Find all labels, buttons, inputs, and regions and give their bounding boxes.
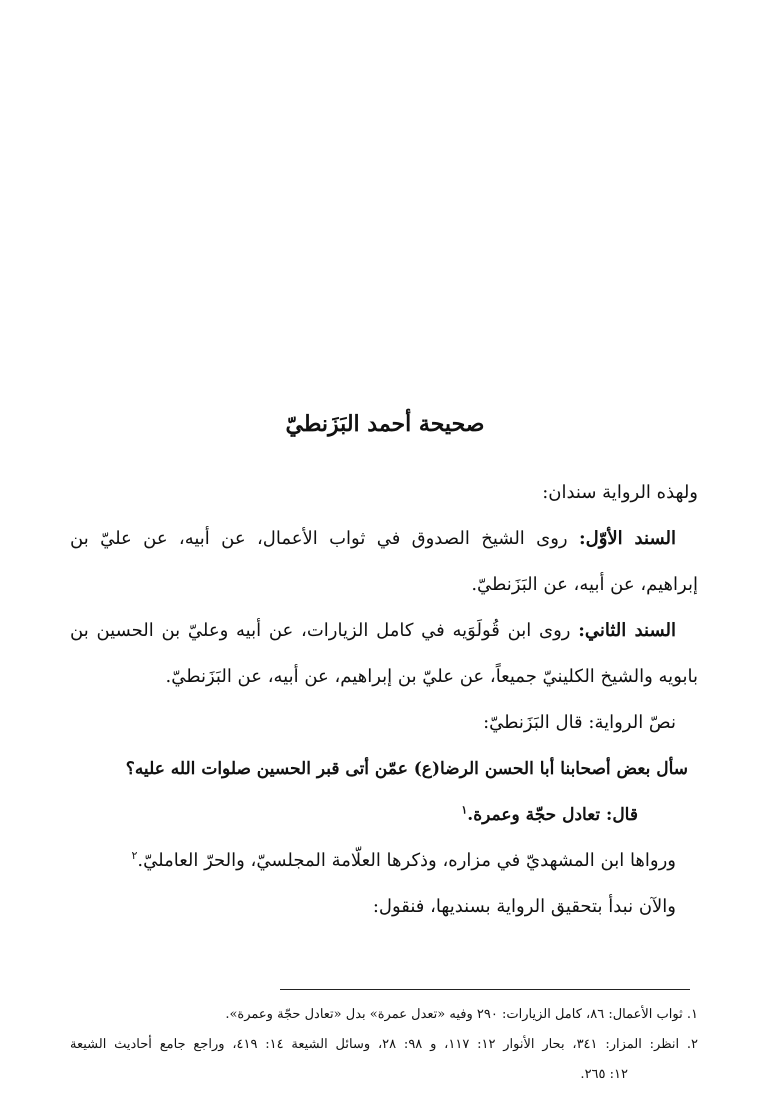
answer-text: قال: تعادل حجّة وعمرة. [467, 805, 638, 825]
footnote-1 [70, 1000, 698, 1030]
page-title: صحيحة أحمد البَزَنطيّ [285, 411, 485, 437]
sanad2-line2 [70, 654, 698, 700]
sanad1-line2 [70, 562, 698, 608]
intro-line [70, 470, 698, 516]
rawaha-text: ورواها ابن المشهديّ في مزاره، وذكرها العلّامة المجلسيّ، والحرّ العامليّ. [137, 850, 676, 871]
footnote-divider [280, 989, 690, 990]
sanad1-line1 [70, 516, 698, 562]
footnote-2-line1 [70, 1030, 698, 1060]
sanad1-text2: إبراهيم، عن أبيه، عن البَزَنطيّ. [471, 574, 698, 595]
rawaha-line [70, 838, 698, 884]
body-text [70, 470, 698, 930]
sanad2-text1: روى ابن قُولَوَيه في كامل الزيارات، عن أبيه وعليّ بن الحسين بن [70, 620, 571, 641]
sanad2-text2: بابويه والشيخ الكلينيّ جميعاً، عن عليّ بن إبراهيم، عن أبيه، عن البَزَنطيّ. [165, 666, 698, 687]
footnote-2-line2 [70, 1060, 698, 1090]
alan-text: والآن نبدأ بتحقيق الرواية بسنديها، فنقول: [372, 896, 676, 917]
footnote-1-text: ١. ثواب الأعمال: ٨٦، كامل الزيارات: ٢٩٠ وفيه «تعدل عمرة» بدل «تعادل حجّة وعمرة». [225, 1007, 698, 1022]
nass-text: نصّ الرواية: قال البَزَنطيّ: [483, 712, 676, 733]
sanad1-text1: روى الشيخ الصدوق في ثواب الأعمال، عن أبيه، عن عليّ بن [70, 528, 568, 549]
answer-line [70, 792, 698, 838]
sanad1-label: السند الأوّل: [578, 528, 676, 549]
footnote-ref-2[interactable]: ٢ [131, 849, 138, 862]
footnotes [70, 1000, 698, 1090]
sanad2-label: السند الثاني: [578, 620, 676, 641]
alan-line [70, 884, 698, 930]
footnote-2-text2: ١٢: ٢٦٥. [580, 1067, 628, 1082]
question-line [70, 746, 698, 792]
question-text: سأل بعض أصحابنا أبا الحسن الرضا(ع) عمّن أتى قبر الحسين صلوات الله عليه؟ [125, 759, 688, 779]
nass-line [70, 700, 698, 746]
footnote-2-text1: ٢. انظر: المزار: ٣٤١، بحار الأنوار ١٢: ١١٧، و ٩٨: ٢٨، وسائل الشيعة ١٤: ٤١٩، وراجع جامع أحاديث الشيعة [70, 1037, 698, 1052]
footnote-ref-1[interactable]: ١ [461, 803, 468, 817]
intro-text: ولهذه الرواية سندان: [542, 482, 698, 503]
sanad2-line1 [70, 608, 698, 654]
